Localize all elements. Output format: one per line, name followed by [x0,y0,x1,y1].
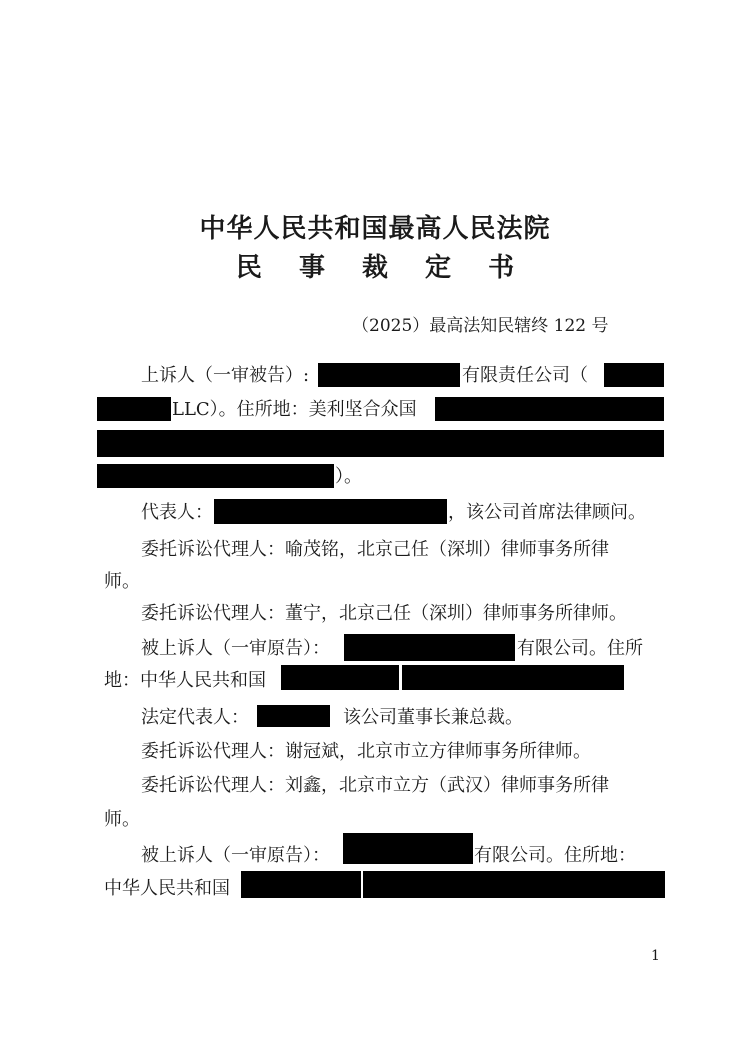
redaction-block [604,363,664,387]
redaction-block [363,871,665,898]
appellee-2-address-label: 中华人民共和国 [104,878,230,899]
appellant-residence: LLC）。住所地：美利坚合众国 [172,399,417,420]
redaction-block [97,430,664,457]
agent-1-line-1: 委托诉讼代理人：喻茂铭，北京己任（深圳）律师事务所律 [141,539,609,560]
redaction-block [97,397,171,421]
redaction-block [344,634,515,661]
appellant-address-close: ）。 [335,466,362,487]
appellee-1-address-label: 地：中华人民共和国 [104,670,266,691]
agent-4-line-1: 委托诉讼代理人：刘鑫，北京市立方（武汉）律师事务所律 [141,775,609,796]
agent-1-line-2: 师。 [104,571,140,592]
redaction-block [214,499,447,524]
case-number: （2025）最高法知民辖终 122 号 [352,316,609,336]
representative-label: 代表人： [141,502,213,523]
redaction-block [343,833,473,864]
redaction-block [318,363,460,387]
appellee-1-label: 被上诉人（一审原告）： [141,638,330,659]
redaction-block [97,464,334,488]
agent-2: 委托诉讼代理人：董宁，北京己任（深圳）律师事务所律师。 [141,603,627,624]
redaction-block [435,397,664,421]
redaction-block [402,665,624,690]
page-number: 1 [651,948,660,964]
redaction-block [281,665,399,690]
legal-representative-label: 法定代表人： [141,707,249,728]
document-type-title: 民 事 裁 定 书 [235,253,529,283]
redaction-block [241,871,361,898]
appellant-company-suffix: 有限责任公司（ [462,365,588,386]
redaction-block [257,705,330,727]
representative-title: ，该公司首席法律顾问。 [448,502,646,523]
appellee-2-suffix: 有限公司。住所地： [474,845,636,866]
court-title: 中华人民共和国最高人民法院 [199,214,551,244]
appellee-1-suffix: 有限公司。住所 [517,638,643,659]
appellee-2-label: 被上诉人（一审原告）： [141,845,330,866]
agent-4-line-2: 师。 [104,809,140,830]
legal-representative-title: 该公司董事长兼总裁。 [343,707,523,728]
appellant-label: 上诉人（一审被告）: [141,365,310,386]
agent-3: 委托诉讼代理人：谢冠斌，北京市立方律师事务所律师。 [141,741,591,762]
